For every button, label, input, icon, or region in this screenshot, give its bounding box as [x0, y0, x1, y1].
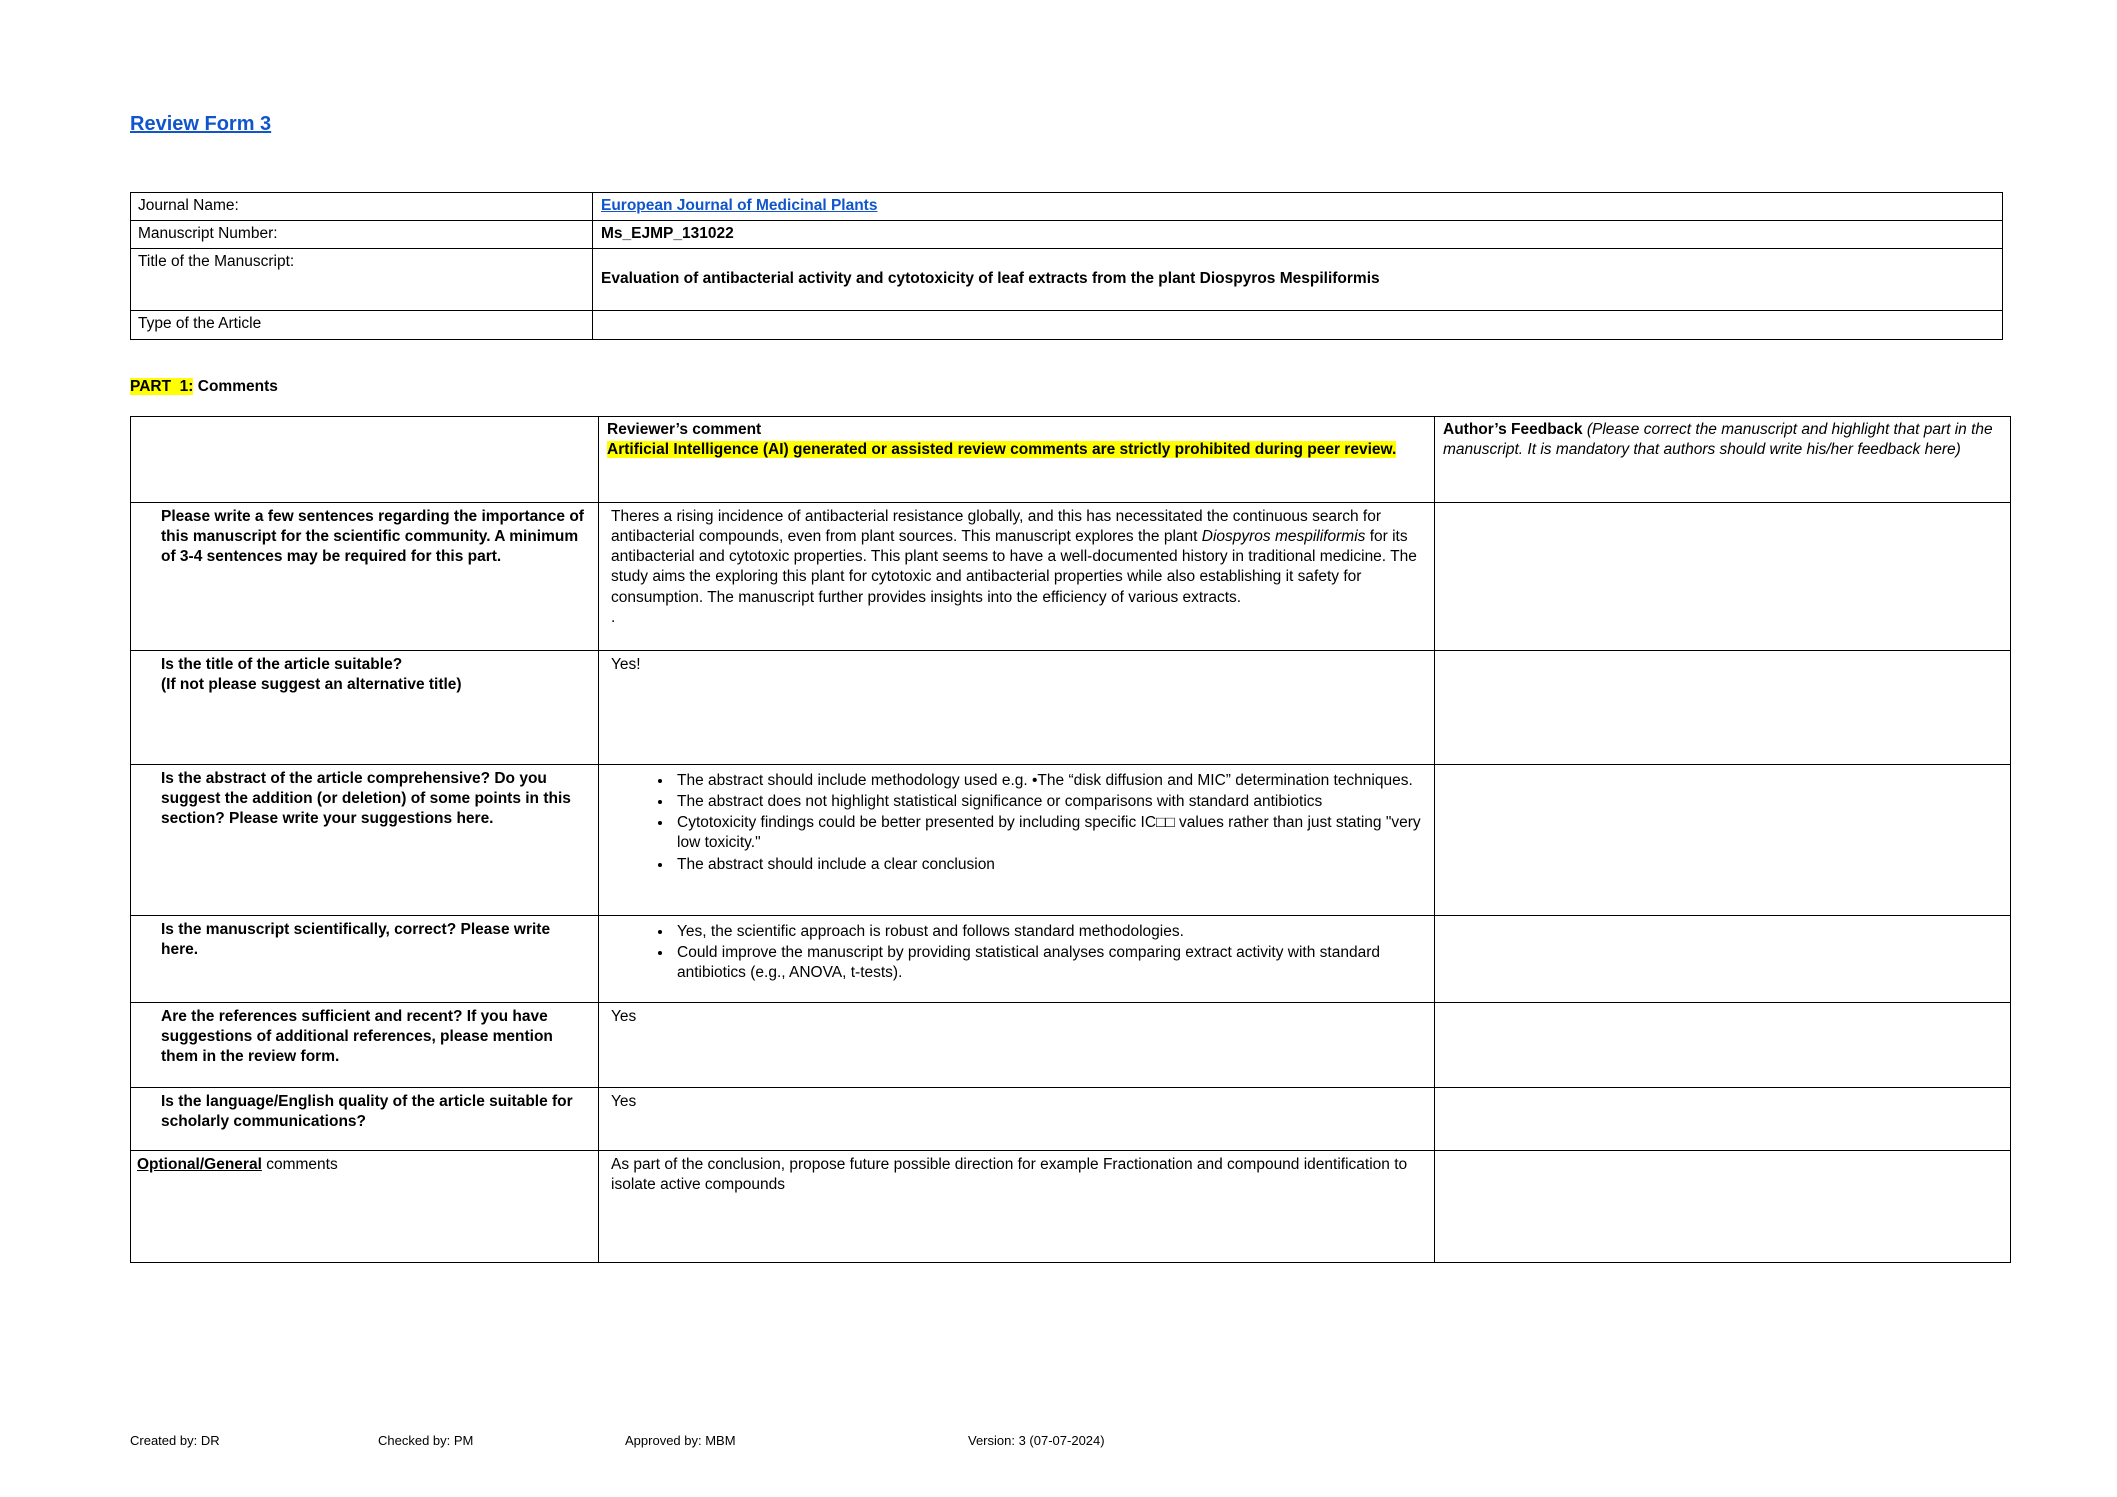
author-feedback-cell-scientific[interactable]	[1435, 916, 2011, 1003]
bullet-item: • Yes, the scientific approach is robust and follows standard methodologies.	[673, 922, 1422, 942]
question-scientific: Is the manuscript scientifically, correct? Please write here.	[161, 921, 551, 959]
part1-label: Comments	[197, 378, 278, 395]
article-type-row	[131, 311, 2003, 340]
manuscript-title-row	[131, 249, 2003, 311]
footer-approved-by: Approved by: MBM	[625, 1433, 736, 1448]
abstract-comment-bullets	[611, 771, 1422, 875]
header-empty-cell	[131, 417, 599, 503]
manuscript-title-label: Title of the Manuscript:	[138, 253, 295, 270]
question-optional-underlined: Optional/General	[137, 1156, 262, 1173]
journal-name-link[interactable]: European Journal of Medicinal Plants	[601, 197, 878, 214]
answer-importance-trailing-period: .	[611, 608, 616, 626]
abstract-row	[131, 765, 2011, 916]
reviewer-comment-header: Reviewer’s comment	[607, 421, 762, 438]
scientific-comment-bullets	[611, 922, 1422, 983]
optional-comments-row	[131, 1151, 2011, 1263]
importance-row	[131, 503, 2011, 651]
footer-created-by: Created by: DR	[130, 1433, 220, 1448]
review-form-title[interactable]: Review Form 3	[130, 113, 272, 135]
comments-header-row	[131, 417, 2011, 503]
question-title-suitable-line1: Is the title of the article suitable?	[161, 656, 403, 673]
answer-importance-part2: for its antibacterial and cytotoxic properties. This plant seems to have a well-documented history in traditional medicine. The study aims the exploring this plant for cytotoxic and antibacterial properties while also establishing it safety for consumption. The manuscript further provides insights into the efficiency of various extracts.	[611, 528, 1417, 606]
authors-feedback-note: (Please correct the manuscript and highlight that part in the manuscript. It is mandatory that authors should write his/her feedback here)	[1443, 421, 1993, 459]
journal-name-row	[131, 193, 2003, 221]
article-type-value-cell[interactable]	[593, 311, 2003, 340]
manuscript-number-label: Manuscript Number:	[138, 225, 278, 242]
author-feedback-cell-importance[interactable]	[1435, 503, 2011, 651]
author-feedback-cell-title[interactable]	[1435, 651, 2011, 765]
manuscript-info-table	[130, 192, 2003, 340]
part1-heading	[130, 378, 2010, 396]
comments-table	[130, 416, 2011, 1263]
answer-importance-part1: Theres a rising incidence of antibacterial resistance globally, and this has necessitated the continuous search for antibacterial compounds, even from plant sources. This manuscript explores the plant	[611, 508, 1381, 546]
manuscript-title-value: Evaluation of antibacterial activity and cytotoxicity of leaf extracts from the plant Diospyros Mespiliformis	[601, 270, 1380, 288]
journal-name-label: Journal Name:	[138, 197, 239, 214]
ai-warning-text: Artificial Intelligence (AI) generated or assisted review comments are strictly prohibited during peer review.	[607, 441, 1397, 459]
bullet-item: • The abstract should include a clear conclusion	[673, 855, 1422, 875]
language-row	[131, 1088, 2011, 1151]
bullet-item: • The abstract does not highlight statistical significance or comparisons with standard antibiotics	[673, 792, 1422, 812]
answer-language: Yes	[611, 1093, 637, 1110]
ai-warning	[607, 440, 1426, 460]
answer-importance	[611, 507, 1422, 608]
author-feedback-cell-references[interactable]	[1435, 1003, 2011, 1088]
author-feedback-cell-optional[interactable]	[1435, 1151, 2011, 1263]
answer-importance-species-italic: Diospyros mespiliformis	[1201, 528, 1366, 546]
references-row	[131, 1003, 2011, 1088]
title-suitable-row	[131, 651, 2011, 765]
question-language: Is the language/English quality of the article suitable for scholarly communications?	[161, 1093, 573, 1131]
article-type-label: Type of the Article	[138, 315, 262, 332]
bullet-item: • The abstract should include methodology used e.g. •The “disk diffusion and MIC” determination techniques.	[673, 771, 1422, 791]
bullet-item: • Cytotoxicity findings could be better presented by including specific IC□□ values rather than just stating "very low toxicity."	[673, 813, 1422, 853]
question-optional-rest: comments	[261, 1156, 338, 1173]
author-feedback-cell-abstract[interactable]	[1435, 765, 2011, 916]
authors-feedback-header: Author’s Feedback	[1443, 421, 1583, 438]
question-importance: Please write a few sentences regarding the importance of this manuscript for the scientific community. A minimum of 3-4 sentences may be required for this part.	[161, 508, 584, 566]
question-title-suitable-line2: (If not please suggest an alternative title)	[161, 676, 462, 694]
footer-version: Version: 3 (07-07-2024)	[968, 1433, 1105, 1448]
scientific-row	[131, 916, 2011, 1003]
manuscript-number-value: Ms_EJMP_131022	[601, 225, 734, 242]
part1-badge: PART 1:	[130, 378, 194, 395]
footer-checked-by: Checked by: PM	[378, 1433, 474, 1448]
question-abstract: Is the abstract of the article comprehensive? Do you suggest the addition (or deletion) of some points in this section? Please write your suggestions here.	[161, 770, 571, 828]
bullet-item: • Could improve the manuscript by providing statistical analyses comparing extract activity with standard antibiotics (e.g., ANOVA, t-tests).	[673, 943, 1422, 983]
footer	[0, 1433, 2117, 1453]
author-feedback-cell-language[interactable]	[1435, 1088, 2011, 1151]
answer-title-suitable: Yes!	[611, 656, 641, 673]
answer-optional: As part of the conclusion, propose future possible direction for example Fractionation and compound identification to isolate active compounds	[611, 1156, 1408, 1194]
question-references: Are the references sufficient and recent? If you have suggestions of additional references, please mention them in the review form.	[161, 1008, 553, 1066]
manuscript-number-row	[131, 221, 2003, 249]
title-row	[130, 113, 2010, 192]
answer-references: Yes	[611, 1008, 637, 1025]
